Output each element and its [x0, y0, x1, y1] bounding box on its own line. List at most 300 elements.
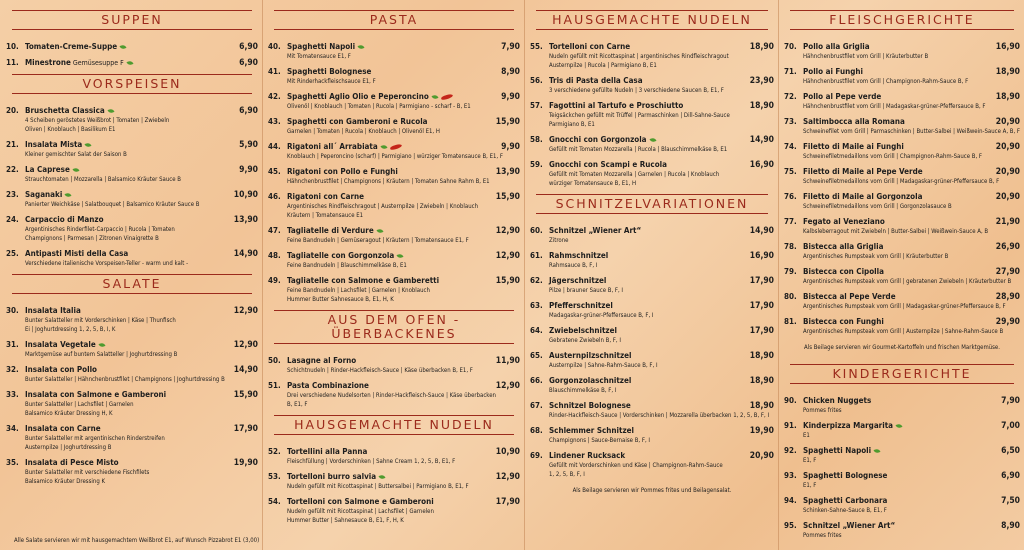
menu-item [530, 160, 774, 188]
menu-item-description: Bunter Salatteller | Lachsfilet | Garnelen [25, 401, 134, 408]
menu-item [268, 226, 520, 245]
menu-item-title: Carpaccio di Manzo [25, 215, 104, 224]
menu-item-name [549, 426, 634, 436]
menu-item-description: Teigsäckchen gefüllt mit Trüffel | Parmaschinken | Dill-Sahne-Sauce [549, 112, 730, 119]
menu-item-header [784, 117, 988, 127]
vegetarian-leaf-icon [358, 44, 365, 50]
menu-item-price: 7,50 [1001, 496, 1020, 506]
menu-item-description: Argentinisches Rumpsteak vom Grill | Madagaskar-grüner-Pfeffersauce B, F [803, 303, 1006, 310]
menu-item-description: Schweinefiletmedaillons vom Grill | Madagaskar-grüner-Pfeffersauce B, F [803, 178, 1000, 185]
menu-item-description: Blauschimmelkäse B, F, I [549, 387, 617, 394]
menu-item-description: Austernpilze | Joghurtdressing B [25, 444, 112, 451]
menu-item-title: Austernpilzschnitzel [549, 351, 632, 360]
menu-item-title: Tortelloni burro salvia [287, 472, 377, 481]
menu-item [268, 67, 520, 86]
menu-item-header [530, 160, 742, 170]
menu-item-title: Fagottini al Tartufo e Proschiutto [549, 101, 684, 110]
menu-item-header [530, 135, 742, 145]
menu-item-number: 66. [530, 376, 543, 385]
menu-item-price: 29,90 [995, 317, 1020, 327]
menu-item-number: 74. [784, 142, 797, 151]
menu-item-number: 78. [784, 242, 797, 251]
vegetarian-leaf-icon [120, 44, 127, 50]
menu-item-description: Balsamico Kräuter Dressing H, K [25, 410, 113, 417]
menu-item-header [784, 67, 988, 77]
menu-item-number: 44. [268, 142, 281, 151]
menu-item-number: 75. [784, 167, 797, 176]
menu-item-price: 9,90 [239, 165, 258, 175]
menu-item [530, 426, 774, 445]
menu-item [530, 351, 774, 370]
menu-item-title: Pfefferschnitzel [549, 301, 613, 310]
menu-item-title: Rahmschnitzel [549, 251, 609, 260]
menu-item-title: Lindener Rucksack [549, 451, 626, 460]
menu-item-price: 27,90 [995, 267, 1020, 277]
menu-item-name [25, 365, 97, 375]
menu-item-title: Minestrone [25, 58, 71, 67]
menu-item-price: 26,90 [995, 242, 1020, 252]
menu-item-name [25, 190, 62, 200]
menu-item-description: Argentinisches Rumpsteak vom Grill | Kräuterbutter B [803, 253, 949, 260]
menu-item-price: 16,90 [749, 160, 774, 170]
menu-item-price: 19,90 [749, 426, 774, 436]
menu-item-number: 51. [268, 381, 281, 390]
menu-item-name [25, 458, 119, 468]
menu-item [530, 301, 774, 320]
menu-item-header [784, 267, 988, 277]
menu-item [784, 421, 1020, 440]
menu-item [784, 496, 1020, 515]
menu-item [268, 447, 520, 466]
menu-item-number: 63. [530, 301, 543, 310]
menu-item-title: Filetto di Maile al Gorgonzola [803, 192, 923, 201]
menu-item-number: 58. [530, 135, 543, 144]
menu-item-description: Hummer Butter Sahnesauce B, E1, H, K [287, 296, 394, 303]
menu-item-description: Bunter Salatteller mit argentinischen Rinderstreifen [25, 435, 165, 442]
menu-item-price: 8,90 [1001, 521, 1020, 531]
menu-item [784, 67, 1020, 86]
menu-item-description: Feine Bandnudeln | Lachsfilet | Garnelen | Knoblauch [287, 287, 430, 294]
menu-item-description: Pommes frites [803, 407, 842, 414]
menu-item [784, 267, 1020, 286]
menu-item-price: 16,90 [995, 42, 1020, 52]
menu-item-name [803, 496, 887, 506]
section-title: HAUSGEMACHTE NUDELN [274, 415, 514, 435]
menu-item [268, 472, 520, 491]
menu-item-header [6, 249, 226, 259]
menu-item-description: 1, 2, 5, B, F, I [549, 471, 585, 478]
menu-item-price: 23,90 [749, 76, 774, 86]
menu-item-price: 6,90 [1001, 471, 1020, 481]
menu-item-price: 21,90 [995, 217, 1020, 227]
menu-item-number: 95. [784, 521, 797, 530]
menu-item-price: 6,90 [239, 106, 258, 116]
menu-item-name [549, 401, 631, 411]
menu-item-price: 18,90 [749, 401, 774, 411]
menu-item-price: 14,90 [749, 135, 774, 145]
menu-item-title: Tris di Pasta della Casa [549, 76, 643, 85]
menu-item-number: 25. [6, 249, 19, 258]
section-title: PASTA [274, 10, 514, 30]
menu-item-name [549, 301, 613, 311]
menu-item-header [784, 317, 988, 327]
menu-item-name [25, 165, 70, 175]
menu-item-description: Drei verschiedene Nudelsorten | Rinder-Hackfleisch-Sauce | Käse überbacken [287, 392, 496, 399]
menu-item-description: Parmigiano B, E1 [549, 121, 595, 128]
menu-item-price: 11,90 [495, 356, 520, 366]
menu-item-price: 17,90 [749, 326, 774, 336]
menu-item-title: Insalata con Pollo [25, 365, 97, 374]
menu-item-header [530, 401, 742, 411]
menu-item-header [784, 167, 988, 177]
menu-item [6, 140, 258, 159]
menu-item-title: Spaghetti con Gamberoni e Rucola [287, 117, 428, 126]
menu-item [6, 365, 258, 384]
menu-item-header [530, 42, 742, 52]
menu-item-description: Argentinisches Rumpsteak vom Grill | gebratenen Zwiebeln | Kräuterbutter B [803, 278, 1012, 285]
menu-item [530, 276, 774, 295]
menu-item-price: 12,90 [233, 306, 258, 316]
menu-item-name [549, 135, 647, 145]
menu-item-name [549, 376, 631, 386]
menu-item-price: 12,90 [495, 251, 520, 261]
menu-item-header [268, 381, 488, 391]
menu-item [6, 165, 258, 184]
vegetarian-leaf-icon [379, 474, 386, 480]
menu-item-description: Fleischfüllung | Vorderschinken | Sahne Cream 1, 2, 5, B, E1, F [287, 458, 456, 465]
menu-item [784, 42, 1020, 61]
menu-item-price: 15,90 [233, 390, 258, 400]
menu-item-description: Bunter Salatteller | Hähnchenbrustfilet | Champignons | Joghurtdressing B [25, 376, 225, 383]
menu-item-number: 24. [6, 215, 19, 224]
menu-item-title: Bistecca con Funghi [803, 317, 884, 326]
menu-item-description: Mit Rinderhackfleischsauce E1, F [287, 78, 376, 85]
menu-item-description: Champignons | Parmesan | Zitronen Vinaigrette B [25, 235, 159, 242]
menu-item-description: Olivenöl | Knoblauch | Tomaten | Rucola | Parmigiano - scharf - B, E1 [287, 103, 471, 110]
section-title: KINDERGERICHTE [790, 364, 1014, 384]
menu-item [784, 192, 1020, 211]
menu-item-description: Madagaskar-grüner-Pfeffersauce B, F, I [549, 312, 654, 319]
menu-item-description: Gebratene Zwiebeln B, F, I [549, 337, 621, 344]
menu-item-price: 15,90 [495, 117, 520, 127]
menu-item-description: Argentinisches Rinderfilet-Carpaccio | Rucola | Tomaten [25, 226, 175, 233]
menu-item-description: E1, F [803, 482, 817, 489]
menu-item [268, 497, 520, 525]
vegetarian-leaf-icon [72, 167, 79, 173]
menu-item [530, 101, 774, 129]
menu-item-number: 70. [784, 42, 797, 51]
menu-item-title: Schlemmer Schnitzel [549, 426, 634, 435]
menu-item-header [530, 301, 742, 311]
menu-item-number: 93. [784, 471, 797, 480]
menu-item-price: 18,90 [749, 42, 774, 52]
menu-item-price: 10,90 [233, 190, 258, 200]
menu-item-header [268, 192, 488, 202]
menu-item [6, 190, 258, 209]
menu-item-title: Pasta Combinazione [287, 381, 369, 390]
menu-item-number: 46. [268, 192, 281, 201]
menu-item-title: Tagliatelle di Verdure [287, 226, 374, 235]
menu-item [530, 451, 774, 479]
menu-item-header [268, 251, 488, 261]
menu-item-price: 20,90 [995, 192, 1020, 202]
menu-item-name [25, 106, 105, 116]
menu-item-price: 18,90 [995, 67, 1020, 77]
menu-item-title: Insalata Vegetale [25, 340, 96, 349]
menu-item [784, 292, 1020, 311]
menu-item-name [549, 276, 606, 286]
menu-item-number: 42. [268, 92, 281, 101]
menu-item [530, 76, 774, 95]
menu-item-price: 20,90 [995, 117, 1020, 127]
menu-item-number: 22. [6, 165, 19, 174]
menu-item-description: Nudeln gefüllt mit Ricottaspinat | argentinisches Rindfleischragout [549, 53, 729, 60]
menu-item-description: Gefüllt mit Tomaten Mozzarella | Rucola | Blauschimmelkäse B, E1 [549, 146, 728, 153]
menu-item-description: Rinder-Hackfleisch-Sauce | Vorderschinken | Mozzarella überbacken 1, 2, 5, B, F, I [549, 412, 770, 419]
menu-item-title: Kinderpizza Margarita [803, 421, 893, 430]
menu-item-number: 35. [6, 458, 19, 467]
menu-item-description: Marktgemüse auf buntem Salatteller | Joghurtdressing B [25, 351, 178, 358]
menu-item-subtitle: Gemüsesuppe F [70, 59, 124, 67]
section-title: SALATE [12, 274, 252, 294]
menu-item-title: Bruschetta Classica [25, 106, 105, 115]
menu-item-description: Argentinisches Rindfleischragout | Austernpilze | Zwiebeln | Knoblauch [287, 203, 479, 210]
menu-item-header [268, 447, 488, 457]
menu-item-description: Gefüllt mit Tomaten Mozzarella | Garnelen | Rucola | Knoblauch [549, 171, 720, 178]
menu-item-header [6, 340, 226, 350]
menu-item-description: Hähnchenbrustfilet vom Grill | Madagaskar-grüner-Pfeffersauce B, F [803, 103, 986, 110]
menu-item-title: Zwiebelschnitzel [549, 326, 617, 335]
menu-item-title: Spaghetti Aglio Olio e Peperoncino [287, 92, 429, 101]
menu-item-title: Bistecca con Cipolla [803, 267, 884, 276]
menu-item-header [268, 92, 488, 102]
menu-item-title: Pollo al Pepe verde [803, 92, 882, 101]
menu-item-price: 9,90 [501, 92, 520, 102]
menu-item-price: 20,90 [995, 142, 1020, 152]
menu-item-header [6, 458, 226, 468]
menu-item-number: 32. [6, 365, 19, 374]
menu-item-name [287, 356, 356, 366]
menu-item-title: Filetto di Maile ai Funghi [803, 142, 904, 151]
menu-item-number: 56. [530, 76, 543, 85]
menu-item-title: Tagliatelle con Salmone e Gamberetti [287, 276, 440, 285]
menu-item [6, 306, 258, 334]
menu-item-number: 41. [268, 67, 281, 76]
menu-item-number: 33. [6, 390, 19, 399]
menu-item-title: Spaghetti Napoli [803, 446, 872, 455]
menu-item-title: Spaghetti Napoli [287, 42, 356, 51]
menu-item-name [803, 317, 884, 327]
menu-item-header [530, 426, 742, 436]
menu-item-name [549, 251, 608, 261]
menu-item-header [784, 292, 988, 302]
menu-item-price: 18,90 [995, 92, 1020, 102]
menu-item [784, 142, 1020, 161]
menu-item-name [549, 451, 625, 461]
menu-item-header [784, 421, 988, 431]
menu-item-header [784, 496, 988, 506]
menu-item-title: Gnocchi con Gorgonzola [549, 135, 647, 144]
menu-item-price: 15,90 [495, 192, 520, 202]
menu-item-header [6, 390, 226, 400]
menu-item-number: 43. [268, 117, 281, 126]
menu-item-name [803, 446, 871, 456]
menu-item [784, 92, 1020, 111]
menu-item-number: 34. [6, 424, 19, 433]
menu-item-number: 90. [784, 396, 797, 405]
menu-item-header [784, 42, 988, 52]
menu-item-title: La Caprese [25, 165, 70, 174]
menu-item-header [268, 67, 488, 77]
menu-item-header [784, 471, 988, 481]
menu-item-name [25, 42, 117, 52]
menu-item-name [287, 117, 428, 127]
menu-item-header [6, 58, 226, 68]
menu-item [6, 106, 258, 134]
menu-item-number: 94. [784, 496, 797, 505]
menu-item-number: 65. [530, 351, 543, 360]
menu-item-description: Bunter Salatteller mit verschiedene Fischfilets [25, 469, 150, 476]
menu-item-description: Pilze | brauner Sauce B, F, I [549, 287, 623, 294]
menu-item-description: Kalbsleberragout mit Zwiebeln | Butter-Salbei | Weißwein-Sauce A, B [803, 228, 989, 235]
menu-item-header [6, 140, 226, 150]
menu-item-price: 12,90 [495, 226, 520, 236]
menu-item-header [530, 101, 742, 111]
menu-item-name [287, 381, 369, 391]
menu-item-price: 14,90 [233, 365, 258, 375]
menu-item-number: 67. [530, 401, 543, 410]
menu-item-number: 23. [6, 190, 19, 199]
menu-item-header [784, 396, 988, 406]
menu-item-price: 18,90 [749, 101, 774, 111]
menu-item-description: Nudeln gefüllt mit Ricottaspinat | Lachsfilet | Garnelen [287, 508, 434, 515]
menu-item-name [25, 58, 124, 68]
vegetarian-leaf-icon [431, 94, 438, 100]
menu-item-price: 12,90 [233, 340, 258, 350]
menu-item-name [25, 424, 101, 434]
menu-item-price: 13,90 [233, 215, 258, 225]
menu-item-number: 62. [530, 276, 543, 285]
menu-item-price: 7,00 [1001, 421, 1020, 431]
menu-item-description: Schweinefilet vom Grill | Parmaschinken | Butter-Salbei | Weißwein-Sauce A, B, F [803, 128, 1020, 135]
menu-item-price: 18,90 [749, 376, 774, 386]
menu-item-header [268, 356, 488, 366]
menu-item-name [803, 396, 871, 406]
menu-item-price: 19,90 [233, 458, 258, 468]
menu-item [6, 340, 258, 359]
menu-item [784, 446, 1020, 465]
menu-item-name [549, 351, 632, 361]
menu-item-number: 31. [6, 340, 19, 349]
menu-item-name [803, 42, 870, 52]
menu-item-header [6, 190, 226, 200]
menu-item-header [268, 117, 488, 127]
menu-item-name [803, 92, 881, 102]
menu-item-title: Lasagne al Forno [287, 356, 357, 365]
menu-item-title: Chicken Nuggets [803, 396, 872, 405]
menu-item-title: Spaghetti Bolognese [287, 67, 372, 76]
menu-item-title: Rigatoni con Pollo e Funghi [287, 167, 398, 176]
menu-item-name [25, 390, 166, 400]
menu-item [6, 458, 258, 486]
section-title: AUS DEM OFEN - ÜBERBACKENES [274, 310, 514, 344]
menu-item-number: 73. [784, 117, 797, 126]
menu-item-price: 7,90 [1001, 396, 1020, 406]
menu-item-name [549, 160, 667, 170]
section-title: SUPPEN [12, 10, 252, 30]
menu-item-description: Argentinisches Rumpsteak vom Grill | Austernpilze | Sahne-Rahm-Sauce B [803, 328, 1004, 335]
menu-item-price: 12,90 [495, 472, 520, 482]
menu-item-number: 20. [6, 106, 19, 115]
menu-item-price: 18,90 [749, 351, 774, 361]
menu-item-title: Jägerschnitzel [549, 276, 607, 285]
menu-item-header [6, 42, 226, 52]
menu-item-name [803, 421, 893, 431]
menu-item-description: E1, F [803, 457, 817, 464]
menu-item-header [6, 165, 226, 175]
menu-item-name [287, 472, 376, 482]
menu-item [6, 215, 258, 243]
menu-item [6, 390, 258, 418]
menu-item-name [287, 447, 367, 457]
menu-item [6, 249, 258, 268]
menu-item-description: Knoblauch | Peperoncino (scharf) | Parmigiano | würziger Tomatensauce B, E1, F [287, 153, 503, 160]
menu-item [530, 326, 774, 345]
menu-item-header [530, 451, 742, 461]
menu-item-name [287, 276, 439, 286]
menu-item-title: Insalata Italia [25, 306, 81, 315]
menu-item-title: Insalata con Salmone e Gamberoni [25, 390, 167, 399]
menu-item-header [6, 365, 226, 375]
menu-item-title: Filetto di Maile al Pepe Verde [803, 167, 923, 176]
menu-item-description: Schichtnudeln | Rinder-Hackfleisch-Sauce | Käse überbacken B, E1, F [287, 367, 473, 374]
menu-item-name [803, 471, 887, 481]
menu-item-number: 45. [268, 167, 281, 176]
menu-item-title: Pollo alla Griglia [803, 42, 870, 51]
menu-item-description: B, E1, F [287, 401, 308, 408]
menu-item-header [268, 142, 488, 152]
column-3 [524, 0, 778, 550]
menu-item [530, 135, 774, 154]
menu-item-price: 5,90 [239, 140, 258, 150]
menu-item-description: würziger Tomatensauce B, E1, H [549, 180, 637, 187]
vegetarian-leaf-icon [874, 448, 881, 454]
menu-item-title: Saltimbocca alla Romana [803, 117, 905, 126]
menu-item-description: 3 verschiedene gefüllte Nudeln | 3 verschiedene Saucen B, E1, F [549, 87, 724, 94]
menu-item-title: Schnitzel „Wiener Art“ [803, 521, 896, 530]
menu-item-description: Austernpilze | Rucola | Parmigiano B, E1 [549, 62, 657, 69]
menu-item-number: 11. [6, 58, 19, 67]
menu-item-description: Oliven | Knoblauch | Basilikum E1 [25, 126, 116, 133]
menu-item-name [803, 292, 896, 302]
menu-item-number: 21. [6, 140, 19, 149]
menu-item-name [25, 215, 104, 225]
menu-item-number: 91. [784, 421, 797, 430]
menu-item-title: Pollo ai Funghi [803, 67, 863, 76]
menu-item-header [268, 167, 488, 177]
menu-item-title: Tortelloni con Carne [549, 42, 631, 51]
menu-item [784, 317, 1020, 336]
menu-item-price: 6,50 [1001, 446, 1020, 456]
menu-item [784, 167, 1020, 186]
menu-item-header [6, 106, 226, 116]
menu-item-description: Austernpilze | Sahne-Rahm-Sauce B, F, I [549, 362, 658, 369]
menu-item-description: Schweinefiletmedaillons vom Grill | Gorgonzolasauce B [803, 203, 952, 210]
menu-item-description: Champignons | Sauce-Bernaise B, F, I [549, 437, 650, 444]
menu-item-name [549, 226, 641, 236]
menu-item-price: 13,90 [495, 167, 520, 177]
menu-item [6, 424, 258, 452]
